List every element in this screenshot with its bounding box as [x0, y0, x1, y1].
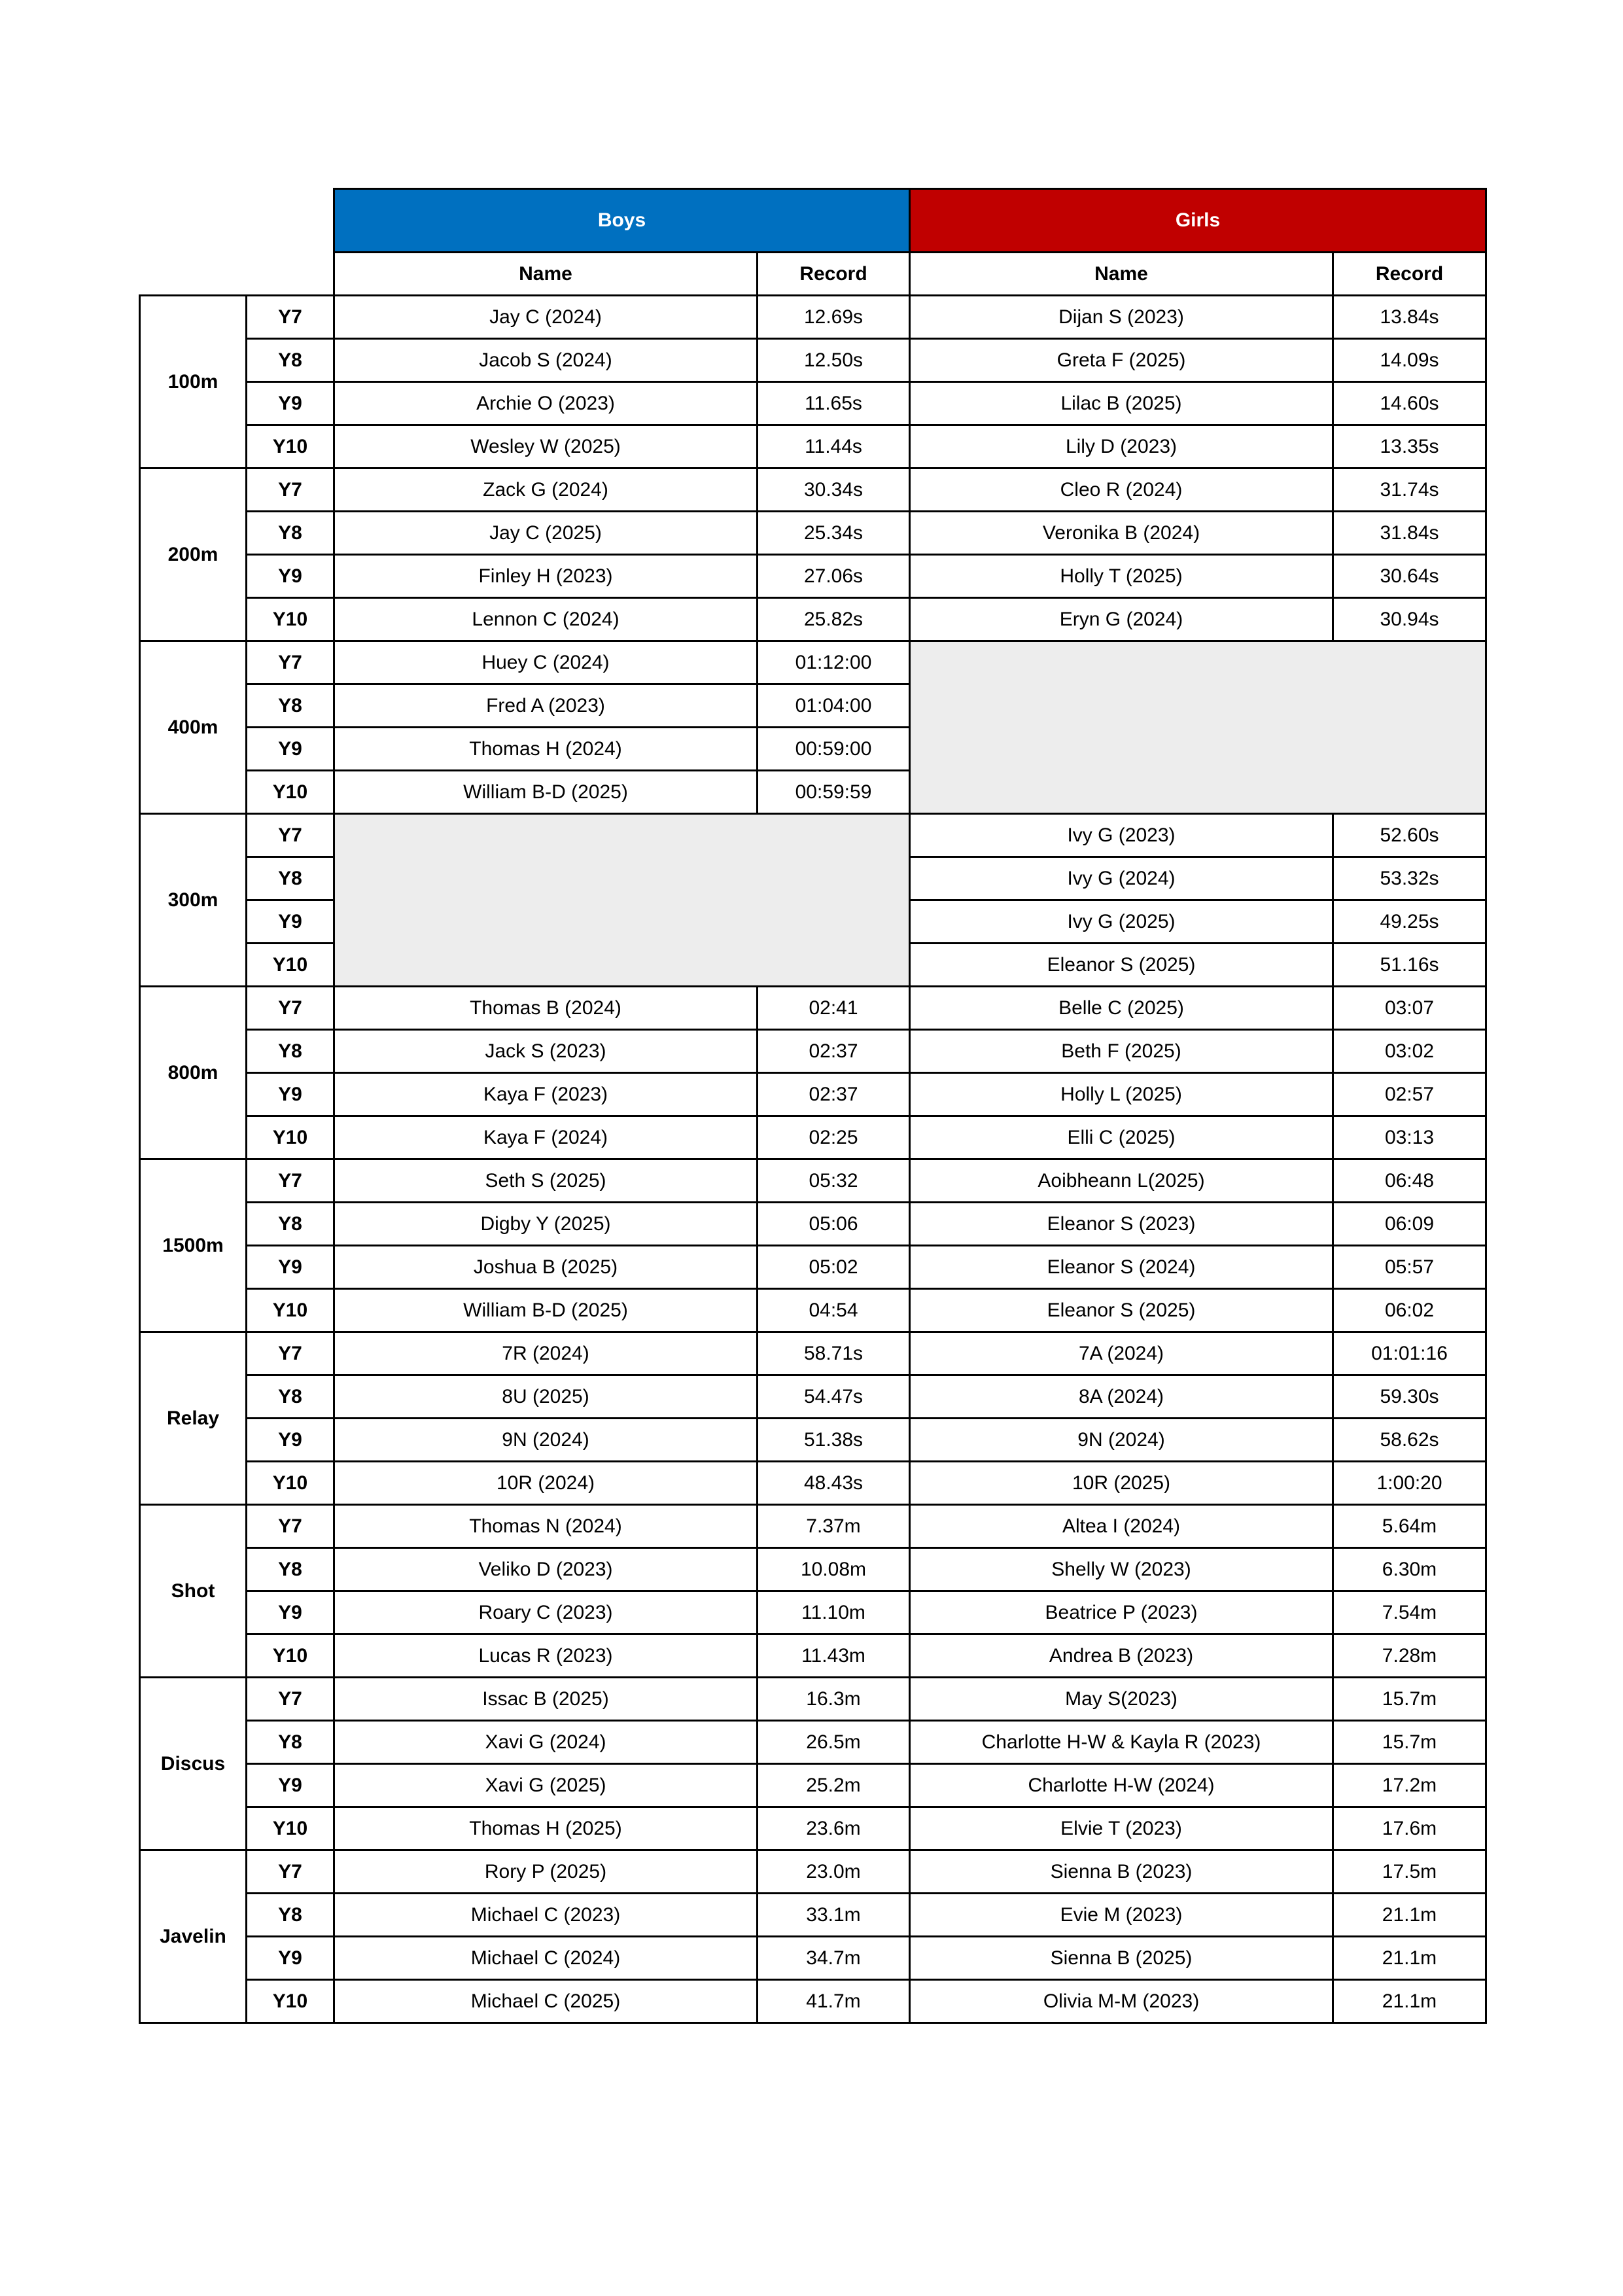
table-row	[140, 339, 1486, 382]
girls-record-cell: 02:57	[1333, 1073, 1486, 1116]
boys-record-cell: 25.2m	[758, 1764, 910, 1807]
blank-corner	[247, 189, 334, 253]
event-label: Relay	[140, 1332, 247, 1505]
year-label: Y7	[247, 296, 334, 339]
table-row	[140, 1332, 1486, 1375]
girls-record-cell: 7.28m	[1333, 1634, 1486, 1678]
girls-record-cell: 05:57	[1333, 1246, 1486, 1289]
girls-record-cell: 17.6m	[1333, 1807, 1486, 1850]
boys-header: Boys	[334, 189, 910, 253]
table-row	[140, 1289, 1486, 1332]
boys-name-cell: Michael C (2024)	[334, 1937, 758, 1980]
boys-name-cell: Jay C (2024)	[334, 296, 758, 339]
table-row	[140, 425, 1486, 468]
boys-record-cell: 11.65s	[758, 382, 910, 425]
girls-name-cell: 8A (2024)	[910, 1375, 1333, 1419]
girls-name-cell: Charlotte H-W & Kayla R (2023)	[910, 1721, 1333, 1764]
year-label: Y7	[247, 1678, 334, 1721]
year-label: Y8	[247, 857, 334, 900]
boys-record-cell: 23.6m	[758, 1807, 910, 1850]
year-label: Y8	[247, 1375, 334, 1419]
girls-record-cell: 59.30s	[1333, 1375, 1486, 1419]
year-label: Y9	[247, 1419, 334, 1462]
table-row	[140, 641, 1486, 684]
boys-name-cell: 7R (2024)	[334, 1332, 758, 1375]
girls-name-cell: Olivia M-M (2023)	[910, 1980, 1333, 2023]
girls-record-cell: 30.64s	[1333, 555, 1486, 598]
boys-record-cell: 51.38s	[758, 1419, 910, 1462]
girls-record-cell: 01:01:16	[1333, 1332, 1486, 1375]
boys-record-cell: 11.10m	[758, 1591, 910, 1634]
girls-name-cell: Lilac B (2025)	[910, 382, 1333, 425]
table-row	[140, 1203, 1486, 1246]
girls-record-cell: 17.2m	[1333, 1764, 1486, 1807]
year-label: Y9	[247, 1073, 334, 1116]
boys-record-cell: 02:25	[758, 1116, 910, 1159]
table-row	[140, 1807, 1486, 1850]
girls-record-cell: 21.1m	[1333, 1980, 1486, 2023]
girls-record-cell: 06:02	[1333, 1289, 1486, 1332]
girls-name-cell: Beth F (2025)	[910, 1030, 1333, 1073]
table-row	[140, 1678, 1486, 1721]
event-label: Shot	[140, 1505, 247, 1678]
boys-record-cell: 01:04:00	[758, 684, 910, 728]
boys-record-cell: 25.82s	[758, 598, 910, 641]
table-row	[140, 1030, 1486, 1073]
girls-name-cell: May S(2023)	[910, 1678, 1333, 1721]
event-label: 800m	[140, 987, 247, 1159]
girls-name-cell: Eleanor S (2025)	[910, 1289, 1333, 1332]
girls-record-cell: 30.94s	[1333, 598, 1486, 641]
girls-record-cell: 06:09	[1333, 1203, 1486, 1246]
boys-name-cell: Zack G (2024)	[334, 468, 758, 512]
girls-record-cell: 14.09s	[1333, 339, 1486, 382]
table-row	[140, 1375, 1486, 1419]
boys-record-cell: 02:37	[758, 1073, 910, 1116]
table-row	[140, 814, 1486, 857]
boys-record-header: Record	[758, 253, 910, 296]
girls-record-cell: 21.1m	[1333, 1894, 1486, 1937]
boys-record-cell: 58.71s	[758, 1332, 910, 1375]
girls-record-cell: 58.62s	[1333, 1419, 1486, 1462]
boys-record-cell: 00:59:00	[758, 728, 910, 771]
table-row	[140, 468, 1486, 512]
boys-record-cell: 05:32	[758, 1159, 910, 1203]
boys-name-cell: William B-D (2025)	[334, 771, 758, 814]
boys-name-cell: Kaya F (2023)	[334, 1073, 758, 1116]
girls-record-cell: 03:02	[1333, 1030, 1486, 1073]
boys-record-cell: 04:54	[758, 1289, 910, 1332]
girls-record-cell: 13.84s	[1333, 296, 1486, 339]
girls-name-cell: Altea I (2024)	[910, 1505, 1333, 1548]
girls-name-cell: Veronika B (2024)	[910, 512, 1333, 555]
girls-header: Girls	[910, 189, 1486, 253]
boys-empty-block	[334, 814, 910, 987]
event-label: 100m	[140, 296, 247, 468]
table-row	[140, 1634, 1486, 1678]
boys-record-cell: 11.43m	[758, 1634, 910, 1678]
event-label: 400m	[140, 641, 247, 814]
boys-record-cell: 23.0m	[758, 1850, 910, 1894]
boys-name-header: Name	[334, 253, 758, 296]
year-label: Y10	[247, 1116, 334, 1159]
boys-name-cell: Seth S (2025)	[334, 1159, 758, 1203]
boys-record-cell: 12.50s	[758, 339, 910, 382]
girls-name-cell: Belle C (2025)	[910, 987, 1333, 1030]
table-row	[140, 1073, 1486, 1116]
boys-record-cell: 34.7m	[758, 1937, 910, 1980]
girls-name-cell: Holly L (2025)	[910, 1073, 1333, 1116]
blank-corner	[140, 189, 247, 253]
table-row	[140, 1505, 1486, 1548]
table-row	[140, 1721, 1486, 1764]
year-label: Y8	[247, 1894, 334, 1937]
boys-name-cell: William B-D (2025)	[334, 1289, 758, 1332]
year-label: Y9	[247, 1764, 334, 1807]
table-row	[140, 1937, 1486, 1980]
table-row	[140, 555, 1486, 598]
gender-header-row	[140, 189, 1486, 253]
boys-record-cell: 10.08m	[758, 1548, 910, 1591]
table-row	[140, 1980, 1486, 2023]
records-table	[139, 188, 1487, 2024]
girls-record-cell: 06:48	[1333, 1159, 1486, 1203]
year-label: Y10	[247, 598, 334, 641]
girls-name-cell: Aoibheann L(2025)	[910, 1159, 1333, 1203]
boys-name-cell: Archie O (2023)	[334, 382, 758, 425]
year-label: Y8	[247, 1203, 334, 1246]
boys-record-cell: 05:02	[758, 1246, 910, 1289]
boys-record-cell: 02:41	[758, 987, 910, 1030]
boys-name-cell: Roary C (2023)	[334, 1591, 758, 1634]
year-label: Y10	[247, 1462, 334, 1505]
blank-corner	[140, 253, 247, 296]
table-row	[140, 1548, 1486, 1591]
table-row	[140, 1159, 1486, 1203]
boys-name-cell: Fred A (2023)	[334, 684, 758, 728]
girls-record-cell: 31.74s	[1333, 468, 1486, 512]
boys-name-cell: Thomas N (2024)	[334, 1505, 758, 1548]
year-label: Y7	[247, 1159, 334, 1203]
girls-record-cell: 17.5m	[1333, 1850, 1486, 1894]
year-label: Y8	[247, 1030, 334, 1073]
year-label: Y7	[247, 1850, 334, 1894]
year-label: Y8	[247, 1548, 334, 1591]
boys-name-cell: 8U (2025)	[334, 1375, 758, 1419]
boys-name-cell: Joshua B (2025)	[334, 1246, 758, 1289]
year-label: Y10	[247, 1807, 334, 1850]
girls-record-cell: 53.32s	[1333, 857, 1486, 900]
column-header-row	[140, 253, 1486, 296]
boys-record-cell: 48.43s	[758, 1462, 910, 1505]
girls-name-cell: Holly T (2025)	[910, 555, 1333, 598]
year-label: Y10	[247, 944, 334, 987]
event-label: 1500m	[140, 1159, 247, 1332]
table-row	[140, 1894, 1486, 1937]
year-label: Y8	[247, 339, 334, 382]
girls-record-cell: 14.60s	[1333, 382, 1486, 425]
girls-record-cell: 52.60s	[1333, 814, 1486, 857]
girls-record-cell: 5.64m	[1333, 1505, 1486, 1548]
boys-name-cell: Xavi G (2024)	[334, 1721, 758, 1764]
girls-name-cell: Eleanor S (2025)	[910, 944, 1333, 987]
year-label: Y9	[247, 555, 334, 598]
girls-name-cell: Lily D (2023)	[910, 425, 1333, 468]
year-label: Y8	[247, 684, 334, 728]
boys-record-cell: 27.06s	[758, 555, 910, 598]
boys-record-cell: 41.7m	[758, 1980, 910, 2023]
girls-name-cell: Dijan S (2023)	[910, 296, 1333, 339]
girls-record-cell: 03:13	[1333, 1116, 1486, 1159]
table-row	[140, 1246, 1486, 1289]
table-row	[140, 1462, 1486, 1505]
boys-record-cell: 02:37	[758, 1030, 910, 1073]
girls-name-cell: Charlotte H-W (2024)	[910, 1764, 1333, 1807]
girls-record-cell: 21.1m	[1333, 1937, 1486, 1980]
girls-name-cell: Eryn G (2024)	[910, 598, 1333, 641]
boys-record-cell: 7.37m	[758, 1505, 910, 1548]
boys-record-cell: 26.5m	[758, 1721, 910, 1764]
girls-name-cell: Beatrice P (2023)	[910, 1591, 1333, 1634]
year-label: Y10	[247, 1289, 334, 1332]
girls-name-cell: 7A (2024)	[910, 1332, 1333, 1375]
boys-name-cell: Jacob S (2024)	[334, 339, 758, 382]
girls-record-cell: 7.54m	[1333, 1591, 1486, 1634]
year-label: Y9	[247, 728, 334, 771]
event-label: Javelin	[140, 1850, 247, 2023]
boys-name-cell: Michael C (2023)	[334, 1894, 758, 1937]
boys-record-cell: 01:12:00	[758, 641, 910, 684]
year-label: Y7	[247, 814, 334, 857]
girls-record-cell: 6.30m	[1333, 1548, 1486, 1591]
year-label: Y8	[247, 512, 334, 555]
table-row	[140, 1591, 1486, 1634]
girls-record-cell: 15.7m	[1333, 1678, 1486, 1721]
girls-empty-block	[910, 641, 1486, 814]
girls-name-cell: Elli C (2025)	[910, 1116, 1333, 1159]
blank-corner	[247, 253, 334, 296]
year-label: Y7	[247, 468, 334, 512]
boys-name-cell: Issac B (2025)	[334, 1678, 758, 1721]
year-label: Y7	[247, 1505, 334, 1548]
year-label: Y10	[247, 1634, 334, 1678]
girls-name-cell: Cleo R (2024)	[910, 468, 1333, 512]
year-label: Y10	[247, 1980, 334, 2023]
girls-name-cell: Andrea B (2023)	[910, 1634, 1333, 1678]
table-row	[140, 1419, 1486, 1462]
year-label: Y9	[247, 382, 334, 425]
boys-name-cell: Rory P (2025)	[334, 1850, 758, 1894]
boys-name-cell: Finley H (2023)	[334, 555, 758, 598]
year-label: Y7	[247, 1332, 334, 1375]
boys-name-cell: Wesley W (2025)	[334, 425, 758, 468]
boys-record-cell: 54.47s	[758, 1375, 910, 1419]
girls-name-cell: Sienna B (2023)	[910, 1850, 1333, 1894]
boys-name-cell: Huey C (2024)	[334, 641, 758, 684]
girls-name-cell: Elvie T (2023)	[910, 1807, 1333, 1850]
table-row	[140, 512, 1486, 555]
year-label: Y9	[247, 900, 334, 944]
table-row	[140, 296, 1486, 339]
boys-record-cell: 05:06	[758, 1203, 910, 1246]
boys-name-cell: Lennon C (2024)	[334, 598, 758, 641]
table-row	[140, 382, 1486, 425]
girls-name-cell: Ivy G (2025)	[910, 900, 1333, 944]
boys-name-cell: Kaya F (2024)	[334, 1116, 758, 1159]
girls-name-cell: Sienna B (2025)	[910, 1937, 1333, 1980]
boys-record-cell: 30.34s	[758, 468, 910, 512]
event-label: 200m	[140, 468, 247, 641]
girls-name-cell: Eleanor S (2024)	[910, 1246, 1333, 1289]
boys-record-cell: 00:59:59	[758, 771, 910, 814]
girls-record-cell: 13.35s	[1333, 425, 1486, 468]
girls-name-cell: Eleanor S (2023)	[910, 1203, 1333, 1246]
girls-record-cell: 31.84s	[1333, 512, 1486, 555]
boys-name-cell: Thomas B (2024)	[334, 987, 758, 1030]
year-label: Y9	[247, 1246, 334, 1289]
boys-name-cell: Thomas H (2025)	[334, 1807, 758, 1850]
year-label: Y9	[247, 1937, 334, 1980]
year-label: Y10	[247, 771, 334, 814]
girls-record-cell: 15.7m	[1333, 1721, 1486, 1764]
girls-name-cell: Ivy G (2024)	[910, 857, 1333, 900]
girls-record-cell: 49.25s	[1333, 900, 1486, 944]
year-label: Y10	[247, 425, 334, 468]
event-label: 300m	[140, 814, 247, 987]
table-row	[140, 987, 1486, 1030]
girls-record-header: Record	[1333, 253, 1486, 296]
boys-name-cell: Veliko D (2023)	[334, 1548, 758, 1591]
boys-name-cell: 9N (2024)	[334, 1419, 758, 1462]
boys-record-cell: 12.69s	[758, 296, 910, 339]
boys-name-cell: Jay C (2025)	[334, 512, 758, 555]
girls-name-cell: Ivy G (2023)	[910, 814, 1333, 857]
boys-record-cell: 33.1m	[758, 1894, 910, 1937]
records-body	[140, 189, 1486, 2023]
year-label: Y7	[247, 987, 334, 1030]
boys-name-cell: 10R (2024)	[334, 1462, 758, 1505]
girls-name-cell: Evie M (2023)	[910, 1894, 1333, 1937]
boys-name-cell: Lucas R (2023)	[334, 1634, 758, 1678]
girls-name-header: Name	[910, 253, 1333, 296]
girls-name-cell: 9N (2024)	[910, 1419, 1333, 1462]
girls-record-cell: 51.16s	[1333, 944, 1486, 987]
boys-name-cell: Thomas H (2024)	[334, 728, 758, 771]
boys-record-cell: 11.44s	[758, 425, 910, 468]
table-row	[140, 1116, 1486, 1159]
table-row	[140, 598, 1486, 641]
girls-record-cell: 1:00:20	[1333, 1462, 1486, 1505]
girls-name-cell: Greta F (2025)	[910, 339, 1333, 382]
boys-name-cell: Michael C (2025)	[334, 1980, 758, 2023]
table-row	[140, 1764, 1486, 1807]
boys-record-cell: 25.34s	[758, 512, 910, 555]
boys-name-cell: Xavi G (2025)	[334, 1764, 758, 1807]
boys-name-cell: Jack S (2023)	[334, 1030, 758, 1073]
girls-name-cell: 10R (2025)	[910, 1462, 1333, 1505]
boys-record-cell: 16.3m	[758, 1678, 910, 1721]
event-label: Discus	[140, 1678, 247, 1850]
year-label: Y8	[247, 1721, 334, 1764]
year-label: Y7	[247, 641, 334, 684]
table-row	[140, 1850, 1486, 1894]
year-label: Y9	[247, 1591, 334, 1634]
boys-name-cell: Digby Y (2025)	[334, 1203, 758, 1246]
girls-name-cell: Shelly W (2023)	[910, 1548, 1333, 1591]
girls-record-cell: 03:07	[1333, 987, 1486, 1030]
